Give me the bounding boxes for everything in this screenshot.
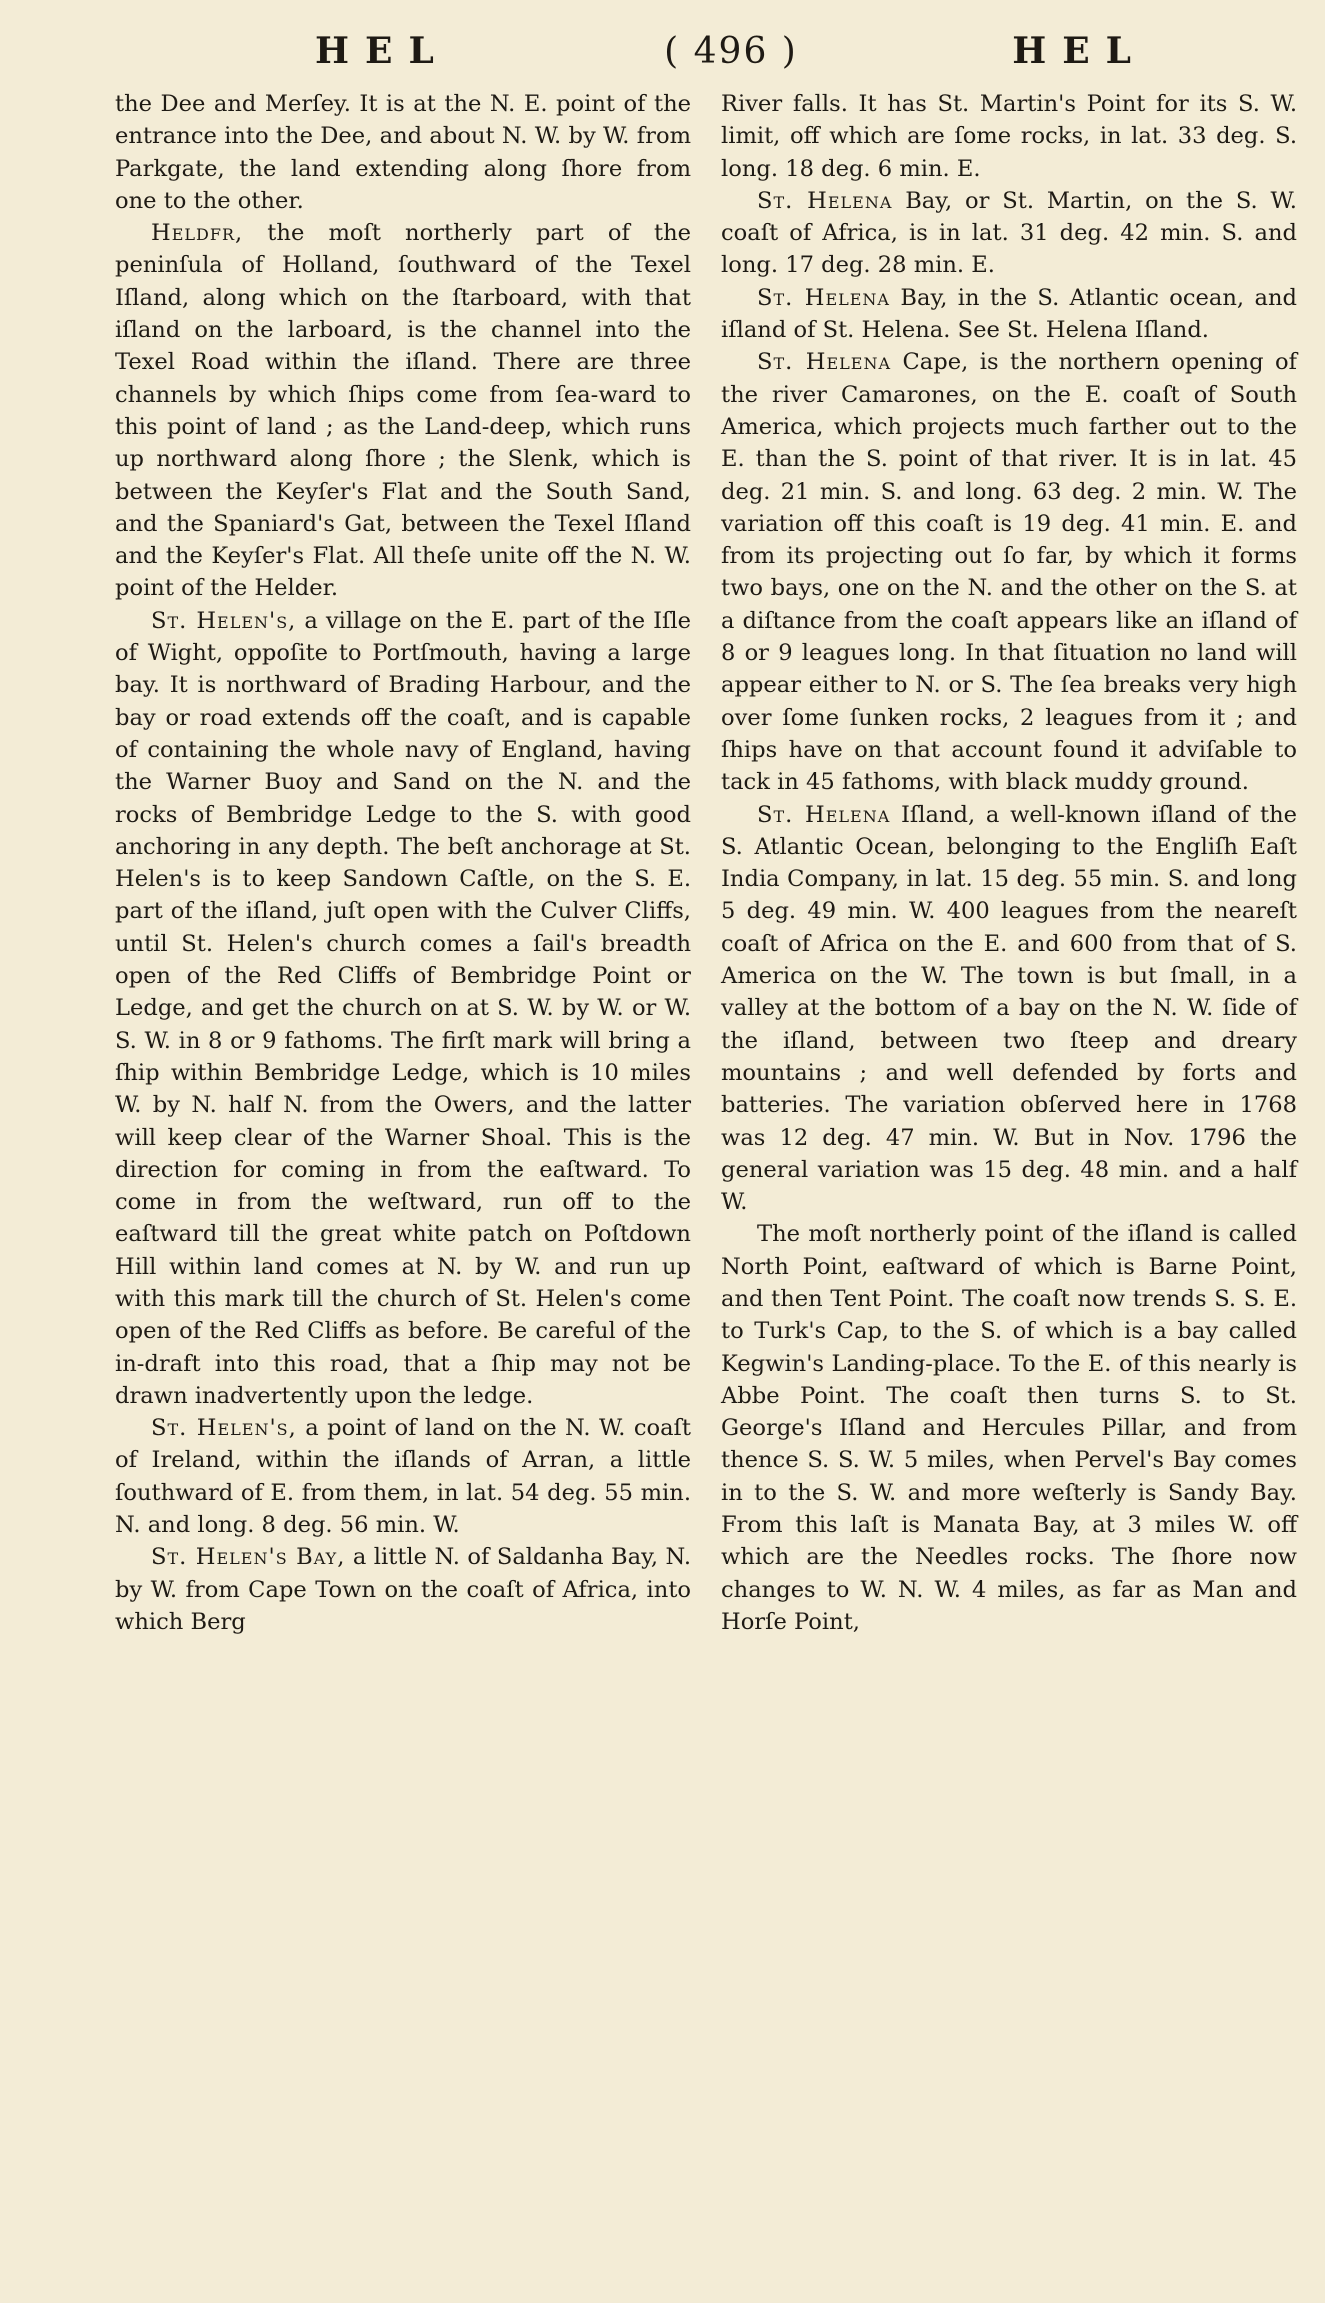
entry-text: a village on the E. part of the Iſle of Wight, oppoſite to Portſmouth, having a large bay. It is northward of Brading Harbour, and the bay or road extends off the coaſt, and is capable of containing the whole navy of England, having the Warner Buoy and Sand on the N. and the rocks of Bembridge Ledge to the S. with good anchoring in any depth. The beſt anchorage at St. Helen's is to keep Sandown Caſtle, on the S. E. part of the iſland, juſt open with the Culver Cliffs, until St. Helen's church comes a ſail's breadth open of the Red Cliffs of Bembridge Point or Ledge, and get the church on at S. W. by W. or W. S. W. in 8 or 9 fathoms. The firſt mark will bring a ſhip within Bembridge Ledge, which is 10 miles W. by N. half N. from the Owers, and the latter will keep clear of the Warner Shoal. This is the direction for coming in from the eaſtward. To come in from the weſtward, run off to the eaſtward till the great white patch on Poſtdown Hill within land comes at N. by W. and run up with this mark till the church of St. Helen's come open of the Red Cliffs as before. Be careful of the in-draft into this road, that a ſhip may not be drawn inadvertently upon the ledge.: [115, 607, 691, 1409]
header-right: HEL: [1012, 30, 1147, 72]
entry-paragraph: [721, 88, 1297, 185]
entry-headword: St. Helen's Bay,: [151, 1544, 346, 1571]
entry-headword: Heldfr,: [151, 220, 244, 247]
left-column: [115, 88, 691, 1638]
entry-headword: St. Helena: [757, 187, 893, 214]
entry-text: Iſland, a well-known iſland of the S. Atlantic Ocean, belonging to the Engliſh Eaſt India Company, in lat. 15 deg. 55 min. S. and long 5 deg. 49 min. W. 400 leagues from the neareſt coaſt of Africa on the E. and 600 from that of S. America on the W. The town is but ſmall, in a valley at the bottom of a bay on the N. W. ſide of the iſland, between two ſteep and dreary mountains ; and well defended by forts and batteries. The variation obſerved here in 1768 was 12 deg. 47 min. W. But in Nov. 1796 the general variation was 15 deg. 48 min. and a half W.: [721, 801, 1297, 1216]
entry-text: The moſt northerly point of the iſland is called North Point, eaſtward of which is Barne Point, and then Tent Point. The coaſt now trends S. S. E. to Turk's Cap, to the S. of which is a bay called Kegwin's Landing-place. To the E. of this nearly is Abbe Point. The coaſt then turns S. to St. George's Iſland and Hercules Pillar, and from thence S. S. W. 5 miles, when Pervel's Bay comes in to the S. W. and more weſterly is Sandy Bay. From this laſt is Manata Bay, at 3 miles W. off which are the Needles rocks. The ſhore now changes to W. N. W. 4 miles, as far as Man and Horſe Point,: [721, 1221, 1297, 1635]
entry-text: Bay, or St. Martin, on the S. W. coaſt of Africa, is in lat. 31 deg. 42 min. S. and long. 17 deg. 28 min. E.: [721, 187, 1297, 279]
entry-headword: St. Helen's,: [151, 607, 297, 634]
page-number: ( 496 ): [664, 31, 798, 72]
entry-headword: St. Helen's,: [151, 1415, 297, 1442]
entry-paragraph: [115, 1541, 691, 1638]
entry-text: Cape, is the northern opening of the river Camarones, on the E. coaſt of South America, which projects much farther out to the E. than the S. point of that river. It is in lat. 45 deg. 21 min. S. and long. 63 deg. 2 min. W. The variation off this coaſt is 19 deg. 41 min. E. and from its projecting out ſo far, by which it forms two bays, one on the N. and the other on the S. at a diſtance from the coaſt appears like an iſland of 8 or 9 leagues long. In that ſituation no land will appear either to N. or S. The ſea breaks very high over ſome ſunken rocks, 2 leagues from it ; and ſhips have on that account found it adviſable to tack in 45 fathoms, with black muddy ground.: [721, 349, 1297, 796]
entry-text: a little N. of Saldanha Bay, N. by W. from Cape Town on the coaſt of Africa, into which Berg: [115, 1544, 691, 1635]
entry-paragraph: [721, 282, 1297, 347]
entry-paragraph: [721, 1218, 1297, 1638]
entry-paragraph: [115, 88, 691, 217]
entry-paragraph: [721, 346, 1297, 798]
entry-paragraph: [115, 605, 691, 1412]
entry-paragraph: [115, 217, 691, 605]
text-columns: [115, 88, 1297, 1638]
entry-headword: St. Helena: [757, 801, 891, 828]
running-header: [115, 30, 1297, 78]
entry-text: the Dee and Merſey. It is at the N. E. point of the entrance into the Dee, and about N. W. by W. from Parkgate, the land extending along ſhore from one to the other.: [115, 91, 691, 214]
entry-headword: St. Helena: [757, 349, 892, 376]
right-column: [721, 88, 1297, 1638]
entry-paragraph: [115, 1412, 691, 1541]
entry-headword: St. Helena: [757, 284, 890, 311]
entry-text: the moſt northerly part of the peninſula of Holland, ſouthward of the Texel Iſland, along which on the ſtarboard, with that iſland on the larboard, is the channel into the Texel Road within the iſland. There are three channels by which ſhips come from ſea-ward to this point of land ; as the Land-deep, which runs up northward along ſhore ; the Slenk, which is between the Keyſer's Flat and the South Sand, and the Spaniard's Gat, between the Texel Iſland and the Keyſer's Flat. All theſe unite off the N. W. point of the Helder.: [115, 220, 691, 602]
entry-paragraph: [721, 185, 1297, 282]
entry-text: a point of land on the N. W. coaſt of Ireland, within the iſlands of Arran, a little ſouthward of E. from them, in lat. 54 deg. 55 min. N. and long. 8 deg. 56 min. W.: [115, 1415, 691, 1539]
entry-text: River falls. It has St. Martin's Point for its S. W. limit, off which are ſome rocks, in lat. 33 deg. S. long. 18 deg. 6 min. E.: [721, 91, 1297, 182]
entry-text: Bay, in the S. Atlantic ocean, and iſland of St. Helena. See St. Helena Iſland.: [721, 284, 1297, 344]
entry-paragraph: [721, 799, 1297, 1219]
header-left: HEL: [315, 30, 450, 72]
